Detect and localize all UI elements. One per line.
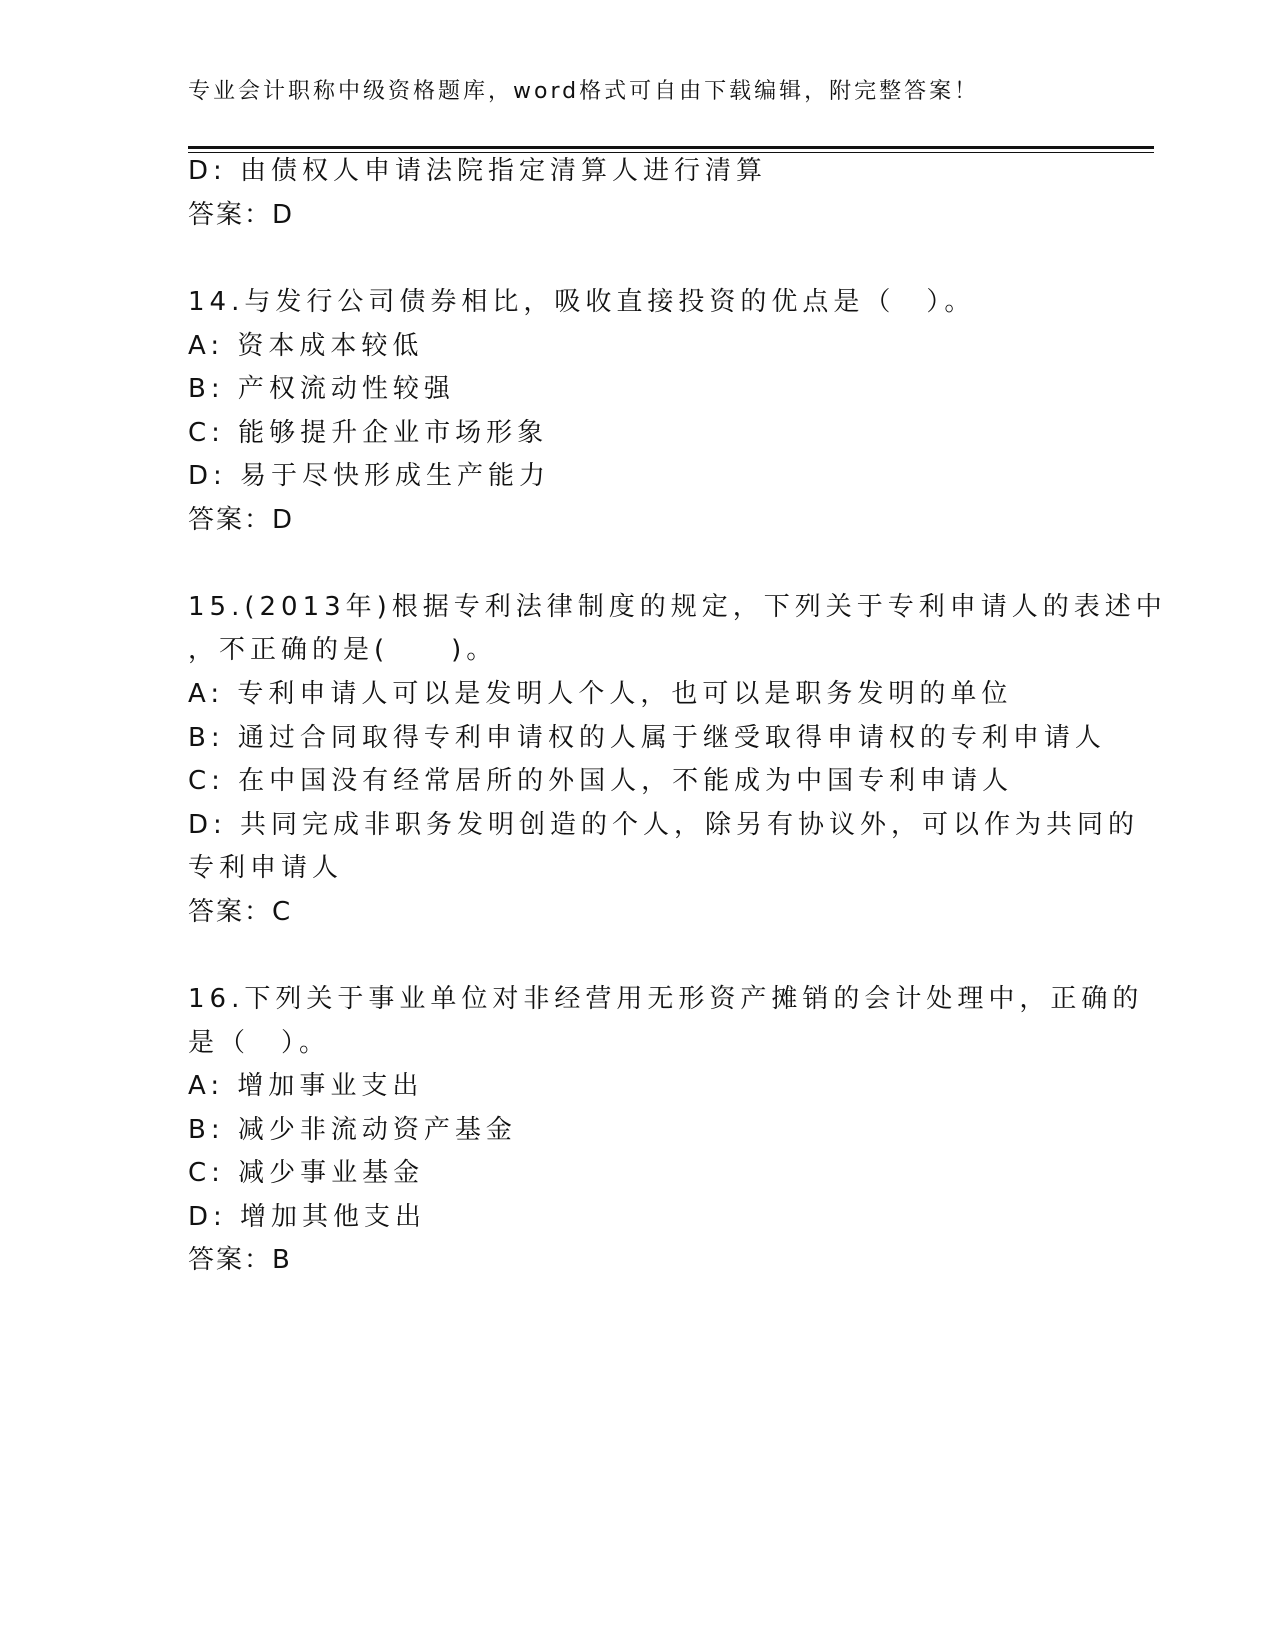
answer-line: 答案：D [188, 200, 295, 230]
option-line: A: 资本成本较低 [188, 331, 424, 361]
page-header: 专业会计职称中级资格题库，word格式可自由下载编辑，附完整答案！ [188, 79, 980, 104]
option-line: A: 增加事业支出 [188, 1071, 424, 1101]
option-line: B: 减少非流动资产基金 [188, 1115, 517, 1145]
question-line: 16.下列关于事业单位对非经营用无形资产摊销的会计处理中，正确的 [188, 984, 1144, 1014]
question-line: ，不正确的是( )。 [188, 635, 498, 665]
option-line: C: 在中国没有经常居所的外国人，不能成为中国专利申请人 [188, 766, 1014, 796]
option-line: B: 产权流动性较强 [188, 374, 455, 404]
question-line: 15.(2013年)根据专利法律制度的规定，下列关于专利申请人的表述中 [188, 592, 1167, 622]
question-line: 是（ ）。 [188, 1028, 331, 1058]
option-line: D: 增加其他支出 [188, 1202, 427, 1232]
header-rule-thick [188, 146, 1154, 149]
header-rule-thin [188, 152, 1154, 153]
option-line: B: 通过合同取得专利申请权的人属于继受取得申请权的专利申请人 [188, 723, 1106, 753]
option-line: D: 共同完成非职务发明创造的个人，除另有协议外，可以作为共同的 [188, 810, 1140, 840]
option-line: C: 减少事业基金 [188, 1158, 425, 1188]
option-line: C: 能够提升企业市场形象 [188, 418, 549, 448]
answer-line: 答案：C [188, 897, 293, 927]
option-line: D: 由债权人申请法院指定清算人进行清算 [188, 156, 768, 186]
option-line: A: 专利申请人可以是发明人个人，也可以是职务发明的单位 [188, 679, 1013, 709]
option-line: 专利申请人 [188, 853, 344, 883]
answer-line: 答案：D [188, 505, 295, 535]
option-line: D: 易于尽快形成生产能力 [188, 461, 551, 491]
question-line: 14.与发行公司债券相比，吸收直接投资的优点是（ ）。 [188, 287, 976, 317]
answer-line: 答案：B [188, 1245, 292, 1275]
